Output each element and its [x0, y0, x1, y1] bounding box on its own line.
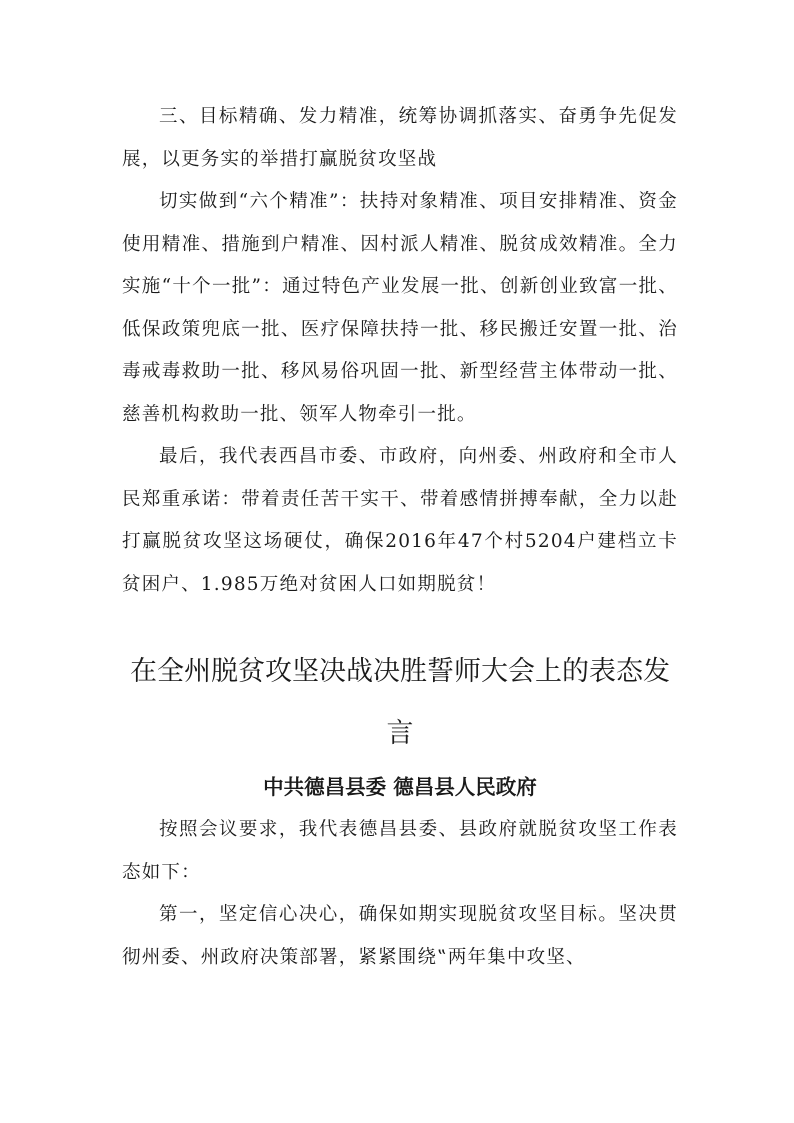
first-point-paragraph: 第一，坚定信心决心，确保如期实现脱贫攻坚目标。坚决贯彻州委、州政府决策部署，紧紧围绕‟两年集中攻坚、	[122, 904, 678, 968]
speech-author: 中共德昌县委 德昌县人民政府	[263, 775, 537, 799]
intro-paragraph: 按照会议要求，我代表德昌县委、县政府就脱贫攻坚工作表态如下：	[122, 819, 678, 883]
document-page	[122, 96, 678, 979]
section-three-heading-paragraph: 三、目标精确、发力精准，统筹协调抓落实、奋勇争先促发展，以更务实的举措打赢脱贫攻坚战	[122, 106, 678, 170]
six-precise-paragraph: 切实做到“六个精准”：扶持对象精准、项目安排精准、资金使用精准、措施到户精准、因村派人精准、脱贫成效精准。全力实施“十个一批”：通过特色产业发展一批、创新创业致富一批、低保政策兜底一批、医疗保障扶持一批、移民搬迁安置一批、治毒戒毒救助一批、移风易俗巩固一批、新型经营主体带动一批、慈善机构救助一批、领军人物牵引一批。	[122, 191, 678, 425]
speech-title: 在全州脱贫攻坚决战决胜誓师大会上的表态发言	[130, 656, 670, 749]
closing-pledge-paragraph: 最后，我代表西昌市委、市政府，向州委、州政府和全市人民郑重承诺：带着责任苦干实干、带着感情拼搏奉献，全力以赴打赢脱贫攻坚这场硬仗，确保2016年47个村5204户建档立卡贫困户、1.985万绝对贫困人口如期脱贫！	[122, 446, 678, 595]
